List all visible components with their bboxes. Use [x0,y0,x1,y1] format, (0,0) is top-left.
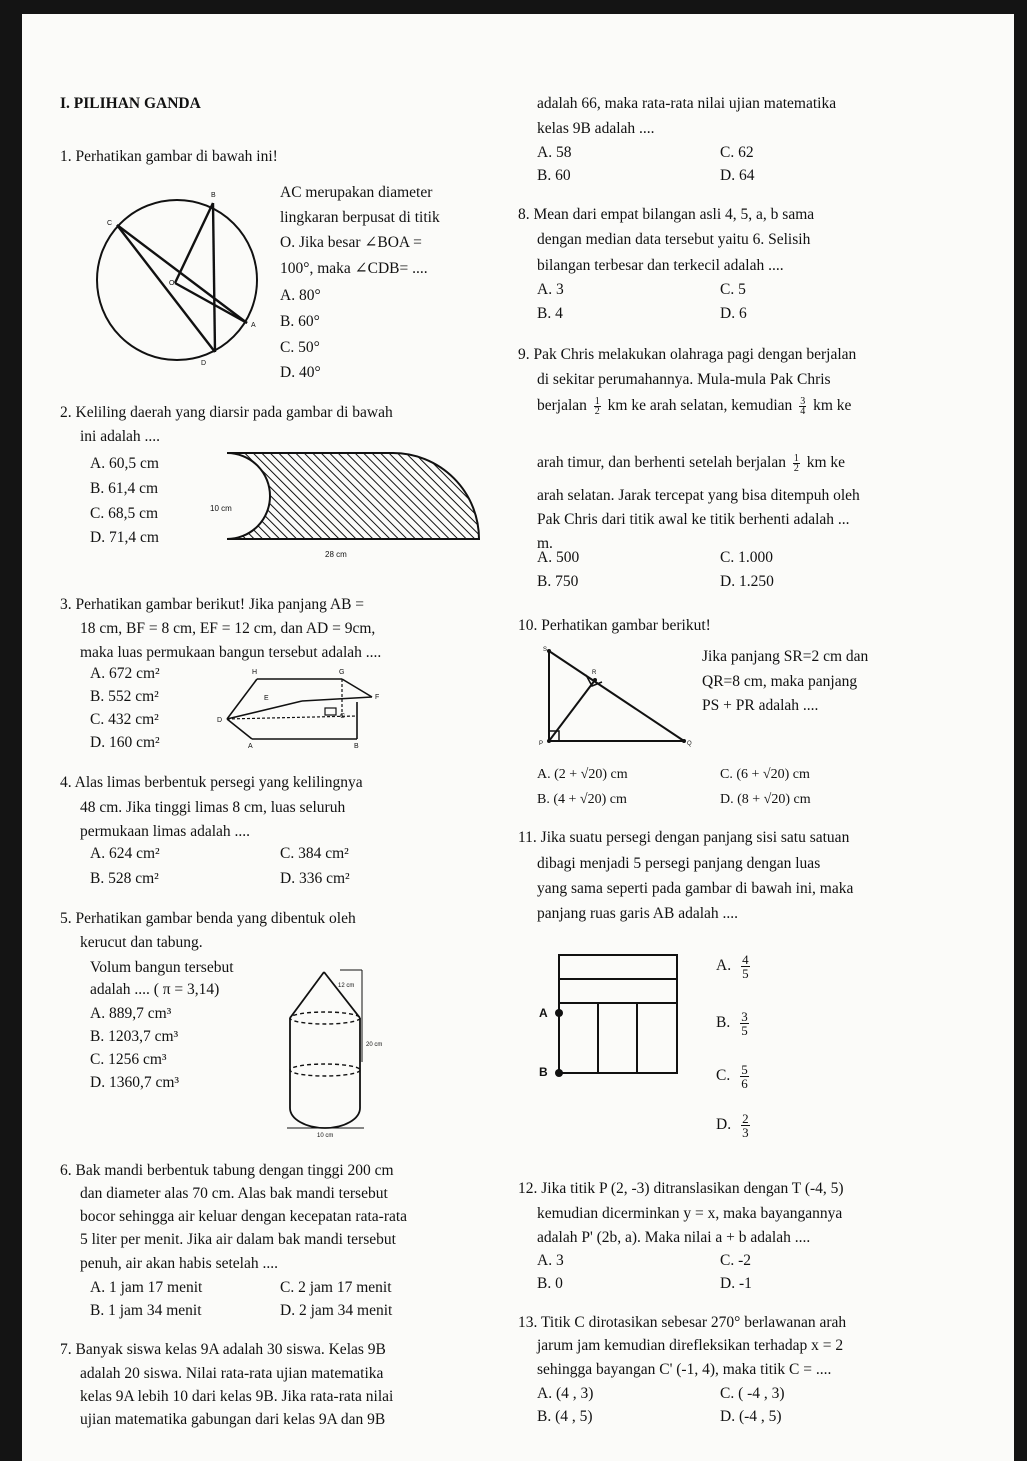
q6-stem-4: 5 liter per menit. Jika air dalam bak mandi tersebut [80,1231,396,1248]
q1-option-a[interactable]: A. 80° [280,287,321,304]
q6-option-c[interactable]: C. 2 jam 17 menit [280,1279,392,1296]
q5-option-a[interactable]: A. 889,7 cm³ [90,1005,172,1022]
q8-option-c[interactable]: C. 5 [720,281,746,298]
q10-option-d[interactable]: D. (8 + √20) cm [720,792,811,807]
q13-stem-3: sehingga bayangan C' (-1, 4), maka titik C = .... [537,1361,832,1378]
q8-stem-1: 8. Mean dari empat bilangan asli 4, 5, a, b sama [518,206,815,223]
q1-circle-figure [95,185,265,375]
q1-option-c[interactable]: C. 50° [280,339,320,356]
q6-option-a[interactable]: A. 1 jam 17 menit [90,1279,203,1296]
label-d: D [201,360,207,367]
q3-prism-figure [212,664,387,750]
q11-option-d[interactable]: D. $\frac{2}{3}$ [716,1111,749,1140]
label-c: C [107,220,113,227]
q6-stem-3: bocor sehingga air keluar dengan kecepatan rata-rata [80,1208,408,1225]
q12-stem-2: kemudian dicerminkan y = x, maka bayangannya [537,1205,843,1222]
label-a: A [539,1006,548,1020]
q13-option-d[interactable]: D. (-4 , 5) [720,1408,782,1425]
q9-stem-5: arah selatan. Jarak tercepat yang bisa ditempuh oleh [537,487,860,504]
q9-stem-3: berjalan $\frac{1}{2}$ km ke arah selatan, kemudian $\frac{3}{4}$ km ke [537,396,852,417]
q2-shaded-figure [205,448,485,568]
q5-option-b[interactable]: B. 1203,7 cm³ [90,1028,179,1045]
q5-stem-3: Volum bangun tersebut [90,959,234,976]
q6-option-b[interactable]: B. 1 jam 34 menit [90,1302,202,1319]
q7-option-d[interactable]: D. 64 [720,167,755,184]
q1-desc-2: lingkaran berpusat di titik [280,209,440,226]
q7-option-a[interactable]: A. 58 [537,144,572,161]
q7-option-b[interactable]: B. 60 [537,167,571,184]
q11-square-figure [535,952,695,1078]
q11-stem-2: dibagi menjadi 5 persegi panjang dengan luas [537,855,821,872]
q9-stem-6: Pak Chris dari titik awal ke titik berhenti adalah ... [537,511,850,528]
label-b: B [539,1065,548,1079]
q13-option-b[interactable]: B. (4 , 5) [537,1408,593,1425]
q3-option-a[interactable]: A. 672 cm² [90,665,160,682]
q2-stem-1: 2. Keliling daerah yang diarsir pada gambar di bawah [60,404,393,421]
q10-option-a[interactable]: A. (2 + √20) cm [537,767,628,782]
q9-option-a[interactable]: A. 500 [537,549,580,566]
q2-option-b[interactable]: B. 61,4 cm [90,480,159,497]
q9-stem-7: m. [537,535,553,552]
q13-stem-1: 13. Titik C dirotasikan sebesar 270° berlawanan arah [518,1314,847,1331]
q3-option-b[interactable]: B. 552 cm² [90,688,159,705]
q7-stem-6: kelas 9B adalah .... [537,120,655,137]
q3-option-d[interactable]: D. 160 cm² [90,734,160,751]
label-b: B [354,743,359,750]
q6-option-d[interactable]: D. 2 jam 34 menit [280,1302,393,1319]
q3-option-c[interactable]: C. 432 cm² [90,711,159,728]
q11-stem-4: panjang ruas garis AB adalah .... [537,905,739,922]
q12-stem-3: adalah P' (2b, a). Maka nilai a + b adalah .... [537,1229,811,1246]
label-c: C [340,713,346,720]
q10-desc-2: QR=8 cm, maka panjang [702,673,858,690]
q8-stem-2: dengan median data tersebut yaitu 6. Selisih [537,231,811,248]
q8-stem-3: bilangan terbesar dan terkecil adalah .... [537,257,784,274]
label-bottom: 10 cm [317,1133,334,1139]
q8-option-a[interactable]: A. 3 [537,281,564,298]
q1-option-b[interactable]: B. 60° [280,313,320,330]
q8-option-d[interactable]: D. 6 [720,305,747,322]
fraction-half-1: $\frac{1}{2}$ [594,396,600,417]
q11-stem-3: yang sama seperti pada gambar di bawah ini, maka [537,880,854,897]
q12-option-c[interactable]: C. -2 [720,1252,751,1269]
label-side: 20 cm [366,1042,383,1048]
q5-option-c[interactable]: C. 1256 cm³ [90,1051,167,1068]
q12-option-a[interactable]: A. 3 [537,1252,564,1269]
label-b: B [211,192,216,199]
label-a: A [248,743,253,750]
q10-desc-1: Jika panjang SR=2 cm dan [702,648,869,665]
label-a: A [251,322,256,329]
q9-stem-1: 9. Pak Chris melakukan olahraga pagi dengan berjalan [518,346,857,363]
q2-stem-2: ini adalah .... [80,428,161,445]
q13-option-a[interactable]: A. (4 , 3) [537,1385,594,1402]
q9-option-c[interactable]: C. 1.000 [720,549,773,566]
q11-option-c[interactable]: C. $\frac{5}{6}$ [716,1062,748,1091]
q1-option-d[interactable]: D. 40° [280,364,321,381]
label-f: F [375,694,380,701]
q13-option-c[interactable]: C. ( -4 , 3) [720,1385,785,1402]
q1-desc-4: 100°, maka ∠CDB= .... [280,260,428,277]
label-g: G [339,669,345,676]
q12-option-d[interactable]: D. -1 [720,1275,752,1292]
label-o: O [169,280,175,287]
q11-option-b[interactable]: B. $\frac{3}{5}$ [716,1009,748,1038]
q4-option-d[interactable]: D. 336 cm² [280,870,350,887]
label-top: 12 cm [338,983,355,989]
q5-stem-1: 5. Perhatikan gambar benda yang dibentuk oleh [60,910,356,927]
fraction-three-quarters: $\frac{3}{4}$ [800,396,806,417]
q10-desc-3: PS + PR adalah .... [702,697,819,714]
label-side: 10 cm [210,504,232,513]
q8-option-b[interactable]: B. 4 [537,305,563,322]
q10-stem: 10. Perhatikan gambar berikut! [518,617,711,634]
q7-stem-4: ujian matematika gabungan dari kelas 9A dan 9B [80,1411,386,1428]
q4-stem-1: 4. Alas limas berbentuk persegi yang kelilingnya [60,774,363,791]
q7-stem-5: adalah 66, maka rata-rata nilai ujian matematika [537,95,837,112]
q7-stem-2: adalah 20 siswa. Nilai rata-rata ujian matematika [80,1365,384,1382]
q12-option-b[interactable]: B. 0 [537,1275,563,1292]
q12-stem-1: 12. Jika titik P (2, -3) ditranslasikan dengan T (-4, 5) [518,1180,844,1197]
q10-option-c[interactable]: C. (6 + √20) cm [720,767,810,782]
label-d: D [217,717,223,724]
q7-option-c[interactable]: C. 62 [720,144,754,161]
q4-stem-2: 48 cm. Jika tinggi limas 8 cm, luas seluruh [80,799,346,816]
label-h: H [252,669,258,676]
label-bottom: 28 cm [325,550,347,559]
q2-option-a[interactable]: A. 60,5 cm [90,455,159,472]
q9-option-b[interactable]: B. 750 [537,573,579,590]
q10-triangle-figure [537,646,697,750]
q7-stem-1: 7. Banyak siswa kelas 9A adalah 30 siswa. Kelas 9B [60,1341,386,1358]
fraction-half-2: $\frac{1}{2}$ [793,453,799,474]
q1-desc-3: O. Jika besar ∠BOA = [280,234,422,251]
q9-option-d[interactable]: D. 1.250 [720,573,774,590]
q11-stem-1: 11. Jika suatu persegi dengan panjang sisi satu satuan [518,829,850,846]
q3-stem-2: 18 cm, BF = 8 cm, EF = 12 cm, dan AD = 9cm, [80,620,376,637]
q4-stem-3: permukaan limas adalah .... [80,823,251,840]
q11-option-a[interactable]: A. $\frac{4}{5}$ [716,952,749,981]
q9-stem-4: arah timur, dan berhenti setelah berjalan $\frac{1}{2}$ km ke [537,453,846,474]
q5-stem-2: kerucut dan tabung. [80,934,203,951]
q7-stem-3: kelas 9A lebih 10 dari kelas 9B. Jika rata-rata nilai [80,1388,394,1405]
q3-stem-3: maka luas permukaan bangun tersebut adalah .... [80,644,382,661]
q13-stem-2: jarum jam kemudian direfleksikan terhadap x = 2 [537,1337,844,1354]
q6-stem-5: penuh, air akan habis setelah .... [80,1255,278,1272]
q9-stem-2: di sekitar perumahannya. Mula-mula Pak Chris [537,371,831,388]
label-s: S [543,647,548,653]
q5-cone-cylinder-figure [282,962,402,1142]
q1-desc-1: AC merupakan diameter [280,184,433,201]
q10-option-b[interactable]: B. (4 + √20) cm [537,792,627,807]
label-p: P [539,741,544,747]
label-q: Q [687,741,692,747]
q3-stem-1: 3. Perhatikan gambar berikut! Jika panjang AB = [60,596,365,613]
label-e: E [264,695,269,702]
q5-option-d[interactable]: D. 1360,7 cm³ [90,1074,180,1091]
q6-stem-2: dan diameter alas 70 cm. Alas bak mandi tersebut [80,1185,388,1202]
q4-option-b[interactable]: B. 528 cm² [90,870,159,887]
shaded-region [227,453,479,539]
q2-option-c[interactable]: C. 68,5 cm [90,505,159,522]
q4-option-a[interactable]: A. 624 cm² [90,845,160,862]
q1-stem: 1. Perhatikan gambar di bawah ini! [60,148,278,165]
q2-option-d[interactable]: D. 71,4 cm [90,529,159,546]
label-r: R [592,670,597,676]
q5-stem-4: adalah .... ( π = 3,14) [90,981,220,998]
q6-stem-1: 6. Bak mandi berbentuk tabung dengan tinggi 200 cm [60,1162,394,1179]
section-title: I. PILIHAN GANDA [60,95,201,112]
q4-option-c[interactable]: C. 384 cm² [280,845,349,862]
